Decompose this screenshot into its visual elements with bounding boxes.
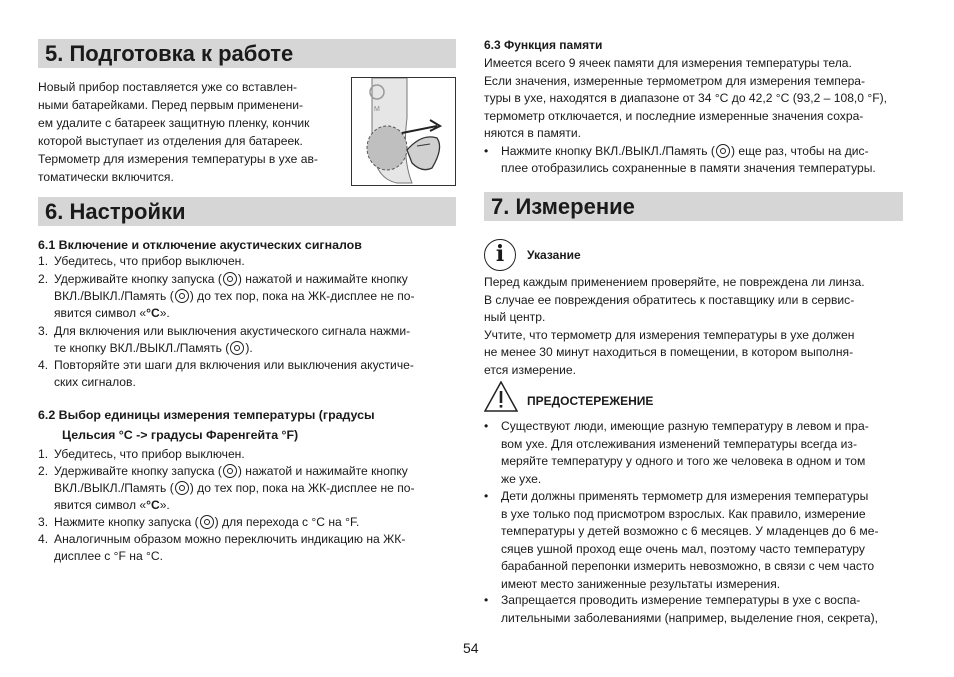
item-text: в ухе только под присмотром взрослых. Как правило, измерение bbox=[501, 506, 866, 521]
text-line: термометр отключается, и последние измеренные значения сохра- bbox=[484, 108, 864, 123]
section-5-title: 5. Подготовка к работе bbox=[38, 39, 456, 68]
text-fragment: те кнопку ВКЛ./ВЫКЛ./Память ( bbox=[54, 341, 230, 355]
list-item bbox=[38, 323, 458, 358]
bullet: • bbox=[484, 489, 489, 503]
start-button-icon bbox=[223, 464, 237, 478]
text-fragment: ) нажатой и нажимайте кнопку bbox=[237, 272, 408, 286]
item-text: Убедитесь, что прибор выключен. bbox=[54, 447, 245, 461]
item-text: температуры у детей возможно с 6 месяцев. У младенцев до 6 ме- bbox=[501, 524, 879, 538]
list-item bbox=[484, 592, 904, 627]
celsius-symbol: °C bbox=[146, 306, 160, 320]
text-line: Имеется всего 9 ячеек памяти для измерения температуры тела. bbox=[484, 56, 852, 70]
item-text bbox=[54, 497, 170, 515]
section-5-text bbox=[38, 78, 348, 186]
text-line: томатически включится. bbox=[38, 170, 174, 184]
list-item bbox=[484, 418, 904, 488]
item-text: же ухе. bbox=[501, 471, 542, 486]
bullet: • bbox=[484, 419, 489, 433]
item-text bbox=[54, 271, 408, 289]
item-text: Для включения или выключения акустического сигнала нажми- bbox=[54, 324, 411, 338]
memory-button-icon bbox=[175, 481, 189, 495]
item-text bbox=[54, 340, 253, 358]
text-line: няются в памяти. bbox=[484, 126, 581, 140]
text-fragment: ВКЛ./ВЫКЛ./Память ( bbox=[54, 289, 174, 303]
thermometer-hand-icon bbox=[352, 78, 455, 185]
text-fragment: Нажмите кнопку ВКЛ./ВЫКЛ./Память ( bbox=[501, 144, 715, 158]
section-6-title: 6. Настройки bbox=[38, 197, 456, 226]
page-number: 54 bbox=[463, 640, 479, 656]
text-fragment: ) еще раз, чтобы на дис- bbox=[730, 144, 869, 158]
item-number: 1. bbox=[38, 254, 49, 268]
item-text: Дети должны применять термометр для измерения температуры bbox=[501, 489, 869, 503]
text-fragment: Нажмите кнопку запуска ( bbox=[54, 515, 199, 529]
list-item bbox=[484, 488, 904, 593]
section-6-2-title-cont: Цельсия °C -> градусы Фаренгейта °F) bbox=[62, 428, 299, 442]
text-line: не менее 30 минут находиться в помещении, в котором выполня- bbox=[484, 345, 854, 359]
note-text bbox=[484, 274, 904, 379]
item-text: Убедитесь, что прибор выключен. bbox=[54, 254, 245, 268]
text-fragment: ) для перехода с °C на °F. bbox=[214, 515, 360, 529]
note-label: Указание bbox=[527, 248, 581, 262]
text-fragment: ) до тех пор, пока на ЖК-дисплее не по- bbox=[189, 481, 415, 495]
warning-label: ПРЕДОСТЕРЕЖЕНИЕ bbox=[527, 394, 654, 408]
text-line: ется измерение. bbox=[484, 362, 576, 377]
text-fragment: ) до тех пор, пока на ЖК-дисплее не по- bbox=[189, 289, 415, 303]
item-text: сяцев ушной проход еще очень мал, поэтому часто температуру bbox=[501, 541, 865, 556]
item-text bbox=[54, 305, 170, 323]
list-item bbox=[38, 531, 458, 566]
text-line: ный центр. bbox=[484, 310, 546, 324]
item-text: меряйте температуру у одного и того же человека в одном и том bbox=[501, 454, 866, 468]
start-button-icon bbox=[223, 272, 237, 286]
item-text bbox=[54, 463, 408, 481]
item-number: 3. bbox=[38, 324, 49, 338]
section-6-2-title: 6.2 Выбор единицы измерения температуры (градусы bbox=[38, 408, 375, 422]
list-item bbox=[38, 271, 458, 323]
item-number: 2. bbox=[38, 272, 49, 286]
text-fragment: ) нажатой и нажимайте кнопку bbox=[237, 464, 408, 478]
battery-illustration bbox=[351, 77, 456, 186]
section-6-3-text bbox=[484, 55, 904, 143]
section-6-3-title: 6.3 Функция памяти bbox=[484, 38, 603, 52]
text-fragment: ). bbox=[245, 341, 253, 355]
text-line: Если значения, измеренные термометром для измерения темпера- bbox=[484, 73, 866, 88]
memory-button-icon bbox=[230, 341, 244, 355]
text-line: Перед каждым применением проверяйте, не повреждена ли линза. bbox=[484, 275, 865, 289]
text-fragment: явится символ « bbox=[54, 306, 147, 320]
list-item bbox=[38, 463, 458, 515]
memory-button-icon bbox=[716, 144, 730, 158]
section-7-title: 7. Измерение bbox=[484, 192, 903, 221]
bullet: • bbox=[484, 144, 489, 158]
svg-text:M: M bbox=[374, 106, 380, 113]
item-text: ских сигналов. bbox=[54, 375, 136, 389]
item-number: 4. bbox=[38, 358, 49, 372]
text-line: В случае ее повреждения обратитесь к поставщику или в сервис- bbox=[484, 292, 855, 307]
item-text: лительными заболеваниями (например, выделение гноя, секрета), bbox=[501, 610, 879, 625]
item-text bbox=[54, 480, 415, 498]
bullet: • bbox=[484, 593, 489, 607]
item-text: Повторяйте эти шаги для включения или выключения акустиче- bbox=[54, 358, 414, 372]
warning-icon bbox=[484, 381, 518, 412]
text-fragment: Удерживайте кнопку запуска ( bbox=[54, 464, 222, 478]
item-text bbox=[54, 288, 415, 306]
memory-button-icon bbox=[175, 289, 189, 303]
item-text: Существуют люди, имеющие разную температуру в левом и пра- bbox=[501, 419, 869, 433]
text-line: ными батарейками. Перед первым применени- bbox=[38, 98, 304, 112]
text-line: Новый прибор поставляется уже со вставлен- bbox=[38, 80, 298, 94]
text-fragment: ВКЛ./ВЫКЛ./Память ( bbox=[54, 481, 174, 495]
item-text: Аналогичным образом можно переключить индикацию на ЖК- bbox=[54, 532, 406, 546]
text-fragment: ». bbox=[159, 306, 170, 320]
item-text: имеют место заниженные результаты измерения. bbox=[501, 576, 781, 591]
section-6-1-title: 6.1 Включение и отключение акустических сигналов bbox=[38, 238, 362, 252]
text-line: туры в ухе, находятся в диапазоне от 34 °C до 42,2 °C (93,2 – 108,0 °F), bbox=[484, 91, 887, 105]
text-line: Учтите, что термометр для измерения температуры в ухе должен bbox=[484, 327, 855, 342]
start-button-icon bbox=[200, 515, 214, 529]
item-number: 2. bbox=[38, 464, 49, 478]
item-text bbox=[54, 514, 359, 532]
list-item bbox=[484, 143, 904, 178]
text-fragment: Удерживайте кнопку запуска ( bbox=[54, 272, 222, 286]
item-number: 4. bbox=[38, 532, 49, 546]
celsius-symbol: °C bbox=[146, 498, 160, 512]
text-line: которой выступает из отделения для батареек. bbox=[38, 134, 303, 148]
item-number: 3. bbox=[38, 515, 49, 529]
text-fragment: явится символ « bbox=[54, 498, 147, 512]
item-text bbox=[501, 143, 869, 161]
item-text: барабанной перепонки измерить невозможно, в связи с чем часто bbox=[501, 559, 875, 573]
text-line: Термометр для измерения температуры в ухе ав- bbox=[38, 152, 318, 166]
info-icon: i bbox=[484, 239, 516, 271]
text-fragment: ». bbox=[159, 498, 170, 512]
item-text: плее отобразились сохраненные в памяти значения температуры. bbox=[501, 161, 876, 175]
text-line: ем удалите с батареек защитную пленку, кончик bbox=[38, 116, 310, 130]
list-item bbox=[38, 357, 458, 392]
item-text: дисплее с °F на °C. bbox=[54, 549, 163, 563]
item-text: Запрещается проводить измерение температуры в ухе с воспа- bbox=[501, 593, 861, 607]
item-number: 1. bbox=[38, 447, 49, 461]
item-text: вом ухе. Для отслеживания изменений температуры всегда из- bbox=[501, 436, 857, 451]
